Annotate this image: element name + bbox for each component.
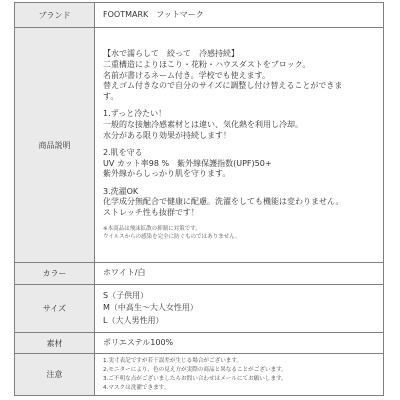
caution-item: 2.モニターにより、色の見え方が実際の商品と異なることがございます。 — [103, 366, 287, 373]
size-label: サイズ — [15, 285, 95, 333]
description-headline: 【水で濡らして 絞って 冷感持続】 — [103, 49, 239, 59]
material-label: 素材 — [15, 333, 95, 354]
description-row — [15, 28, 384, 263]
color-row — [15, 263, 384, 285]
description-note: ※本商品は飛沫拡散の抑制に対策です。 — [103, 225, 201, 232]
size-option: L（大人男性用） — [103, 315, 164, 325]
brand-label: ブランド — [15, 3, 95, 28]
description-intro-line: 名前が書けるネーム付き。学校でも使えます。 — [103, 70, 271, 80]
caution-row — [15, 354, 384, 396]
description-note: ウイルスからの感染を完全に防ぐものではありません。 — [103, 233, 241, 240]
point1-text: 一般的な接触冷感素材とは違い、気化熱を利用し冷却。 — [103, 119, 303, 129]
size-option: S（子供用） — [103, 290, 149, 300]
caution-item: 1.実寸表記ですが若干誤差が生じる場合がございます。 — [103, 357, 243, 364]
caution-item: 3.ご不明な点がございましたらお問い合わせはメールにてお願いします。 — [103, 375, 287, 382]
point1-text: 水分がある限り効果が持続します！ — [103, 130, 231, 140]
description-intro-line: 替えゴム付きなので自分のサイズに調整し付け替えることができま — [103, 81, 343, 91]
point2-text: 紫外線からしっかり肌を守ります。 — [103, 169, 231, 179]
caution-item: 4.マスクは洗濯できます。 — [103, 384, 170, 391]
brand-value: FOOTMARK フットマーク — [95, 3, 384, 28]
size-option: M（中高生～大人女性用） — [103, 303, 198, 313]
point3-text: ストレッチ性も抜群です！ — [103, 208, 199, 218]
color-value: ホワイト/白 — [95, 263, 384, 285]
material-row — [15, 333, 384, 354]
point2-title: 2.肌を守る — [103, 148, 143, 158]
size-value — [95, 285, 384, 333]
description-intro-line: す。 — [103, 91, 119, 101]
point2-text: UV カット率98 % 紫外線保護指数(UPF)50+ — [103, 158, 272, 168]
description-value — [95, 28, 384, 263]
color-label: カラー — [15, 263, 95, 285]
description-label: 商品説明 — [15, 28, 95, 263]
caution-label: 注意 — [15, 354, 95, 396]
caution-value — [95, 354, 384, 396]
point1-title: 1.ずっと冷たい！ — [103, 109, 167, 119]
point3-title: 3.洗濯OK — [103, 186, 139, 196]
size-row — [15, 285, 384, 333]
product-spec-table — [14, 2, 384, 396]
description-intro-line: 二重構造によりほこり・花粉・ハウスダストをブロック。 — [103, 59, 311, 69]
point3-text: 化学成分無配合で健康に配慮。洗濯をしても機能は変わりません。 — [103, 197, 344, 207]
brand-row — [15, 3, 384, 28]
material-value: ポリエステル100% — [95, 333, 384, 354]
